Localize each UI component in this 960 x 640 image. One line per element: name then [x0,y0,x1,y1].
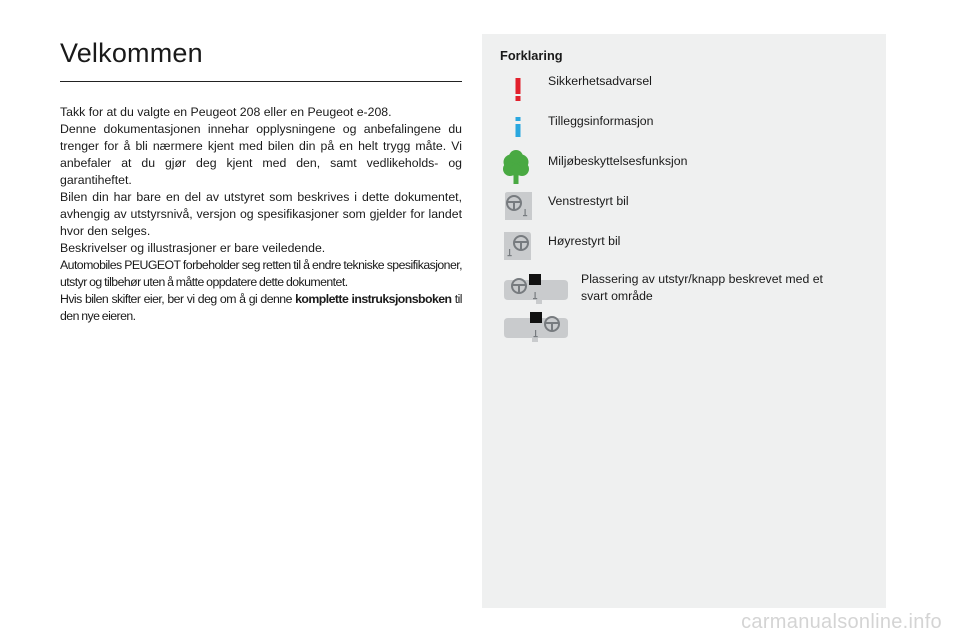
intro-paragraph-5: Automobiles PEUGEOT forbeholder seg retten til å endre tekniske spesifikasjoner, utstyr og tilbehør uten å måtte oppdatere dette dokumentet. [60,258,462,289]
legend-rhd-label: Høyrestyrt bil [548,234,621,248]
dashboard-location-icon [502,272,568,306]
welcome-column [60,38,462,325]
intro-text [60,104,462,325]
exclamation-icon [510,75,526,103]
steering-wheel-left-icon [502,190,534,220]
legend-title: Forklaring [500,48,563,63]
legend-panel [482,34,886,608]
complete-manual-emphasis: komplette instruksjonsboken [295,292,452,306]
tree-icon [502,150,530,186]
legend-location-label: Plassering av utstyr/knapp beskrevet med et svart område [581,272,823,303]
legend-info-label: Tilleggsinformasjon [548,114,654,128]
intro-paragraph-6-text: Hvis bilen skifter eier, ber vi deg om å gi denne [60,292,296,306]
legend-environment-label: Miljøbeskyttelsesfunksjon [548,154,688,168]
legend-lhd-label: Venstrestyrt bil [548,194,629,208]
intro-paragraph-1: Takk for at du valgte en Peugeot 208 eller en Peugeot e-208. [60,105,392,119]
dashboard-location-icon-rhd [502,310,568,344]
intro-paragraph-6 [60,291,462,325]
info-icon [510,115,526,139]
steering-wheel-right-icon [502,230,534,260]
legend-safety-label: Sikkerhetsadvarsel [548,74,652,88]
intro-paragraph-6-end: til den nye eieren. [60,292,462,323]
intro-paragraph-2: Denne dokumentasjonen innehar opplysningene og anbefalingene du trenger for å bli nærmere kjent med bilen din på en helt trygg måte. Vi anbefaler at du gjør deg kjent med den, samt vedlikeholds- og garantiheftet. [60,122,462,187]
watermark: carmanualsonline.info [741,611,942,633]
intro-paragraph-3: Bilen din har bare en del av utstyret som beskrives i dette dokumentet, avhengig av utstyrsnivå, versjon og spesifikasjoner som gjelder for landet hvor den selges. [60,190,462,238]
page-title: Velkommen [60,38,462,82]
intro-paragraph-4: Beskrivelser og illustrasjoner er bare veiledende. [60,241,326,255]
